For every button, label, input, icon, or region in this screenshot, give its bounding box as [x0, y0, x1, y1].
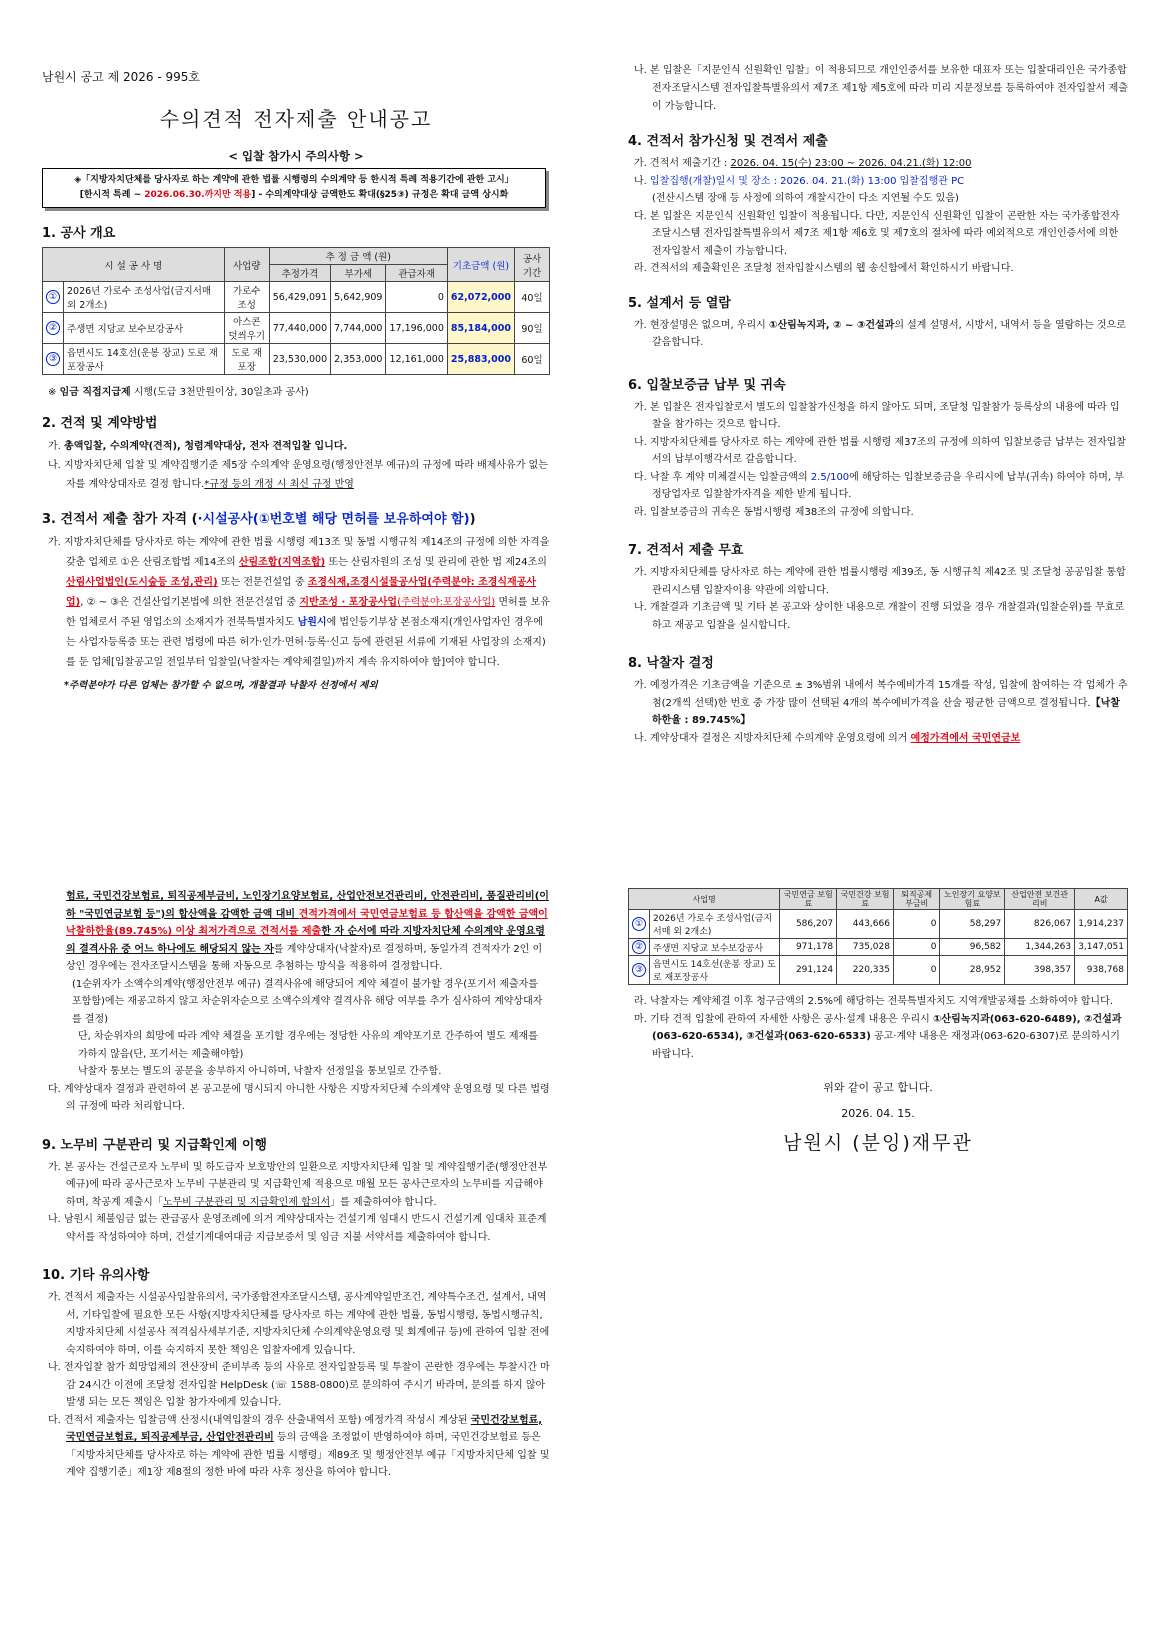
- table-row: ② 주생면 지당교 보수보강공사 971,178 735,028 0 96,582 1,344,263 3,147,051: [629, 939, 1128, 956]
- sec6-ga: 가. 본 입찰은 전자입찰로서 별도의 입찰참가신청을 하지 않아도 되며, 조달청 입찰참가 등록상의 내용에 따라 입찰을 참가하는 것으로 합니다.: [634, 401, 1120, 430]
- sec6-na: 나. 지방자치단체를 당사자로 하는 계약에 관한 법률 시행령 제37조의 규정에 의하여 입찰보증금 납부는 전자입찰서의 납부이행각서로 갈음합니다.: [634, 436, 1126, 465]
- table-row: ② 주생면 지당교 보수보강공사 아스콘 덧씌우기 77,440,000 7,744,000 17,196,000 85,184,000 90일: [43, 313, 550, 344]
- section-4-title: 4. 견적서 참가신청 및 견적서 제출: [628, 134, 828, 149]
- th-vat: 부가세: [331, 265, 386, 282]
- section-3-title: 3. 견적서 제출 참가 자격 (·시설공사(①번호별 해당 면허를 보유하여야 함)): [42, 512, 476, 527]
- sec7-ga: 가. 지방자치단체를 당사자로 하는 계약에 관한 법률시행령 제39조, 동 시행규칙 제42조 및 조달청 공공입찰 통합관리시스템 입찰자이용 약관에 의합니다.: [634, 567, 1126, 596]
- sec8-continuation: 험료, 국민건강보험료, 퇴직공제부금비, 노인장기요양보험료, 산업안전보건관리비, 안전관리비, 품질관리비(이하 "국민연금보험 등")의 합산액을 감액한 금액 대비 견적가격에서 국민연금보험료 등 합산액을 감액한 금액이 낙찰하한율(89.745%) 이상 최저가격으로 견적서를 제출한 자 순서에 따라 지방자치단체 수의계약 운영요령의 결격사유 중 어느 하나에도 해당되지 않는 자를 계약상대자(낙찰자)로 결정하며, 동일가격 견적자가 2인 이상인 경우에는 전자조달시스템을 통해 자동으로 추첨하는 방식을 적용하여 결정합니다.: [66, 891, 549, 972]
- sec4-da: 다. 본 입찰은 지문인식 신원확인 입찰이 적용됩니다. 다만, 지문인식 신원확인 입찰이 곤란한 자는 국가종합전자조달시스템 전자입찰특별유의서 제7조 제1항 제6호 및 제7호의 절차에 따라 예외적으로 개인인증서에 의한 전자입찰서 제출이 가능합니다.: [634, 210, 1120, 257]
- caution-line-1: ◈「지방자치단체를 당사자로 하는 계약에 관한 법률 시행령의 수의계약 등 한시적 특례 적용기간에 관한 고시」: [74, 175, 514, 185]
- sec2-ga: 가. 총액입찰, 수의계약(견적), 청렴계약대상, 전자 견적입찰 입니다.: [48, 441, 348, 452]
- th-qty: 사업량: [224, 248, 269, 282]
- sec2-na: 나. 지방자치단체 입찰 및 계약집행기준 제5장 수의계약 운영요령(행정안전부 예규)의 규정에 따라 배제사유가 없는 자를 계약상대자로 결정 합니다.*규정 등의 개정 시 최신 규정 반영: [48, 460, 548, 490]
- th-est-price: 추정가격: [269, 265, 330, 282]
- th-name: 시 설 공 사 명: [43, 248, 225, 282]
- lower-ma: 마. 기타 견적 입찰에 관하여 자세한 사항은 공사·설계 내용은 우리시 ①산림녹지과(063-620-6489), ②건설과(063-620-6534), ③건설과(063-620-6533) 공고·계약 내용은 재정과(063-620-6307)로 문의하시기 바랍니다.: [634, 1013, 1122, 1060]
- right-column-top: [628, 62, 1128, 747]
- th-base: 기초금액 (원): [447, 248, 514, 282]
- caution-line-2: [한시적 특례 ~ 2026.06.30.까지만 적용] - 수의계약대상 금액한도 확대(§25③) 규정은 확대 금액 상시화: [79, 190, 509, 200]
- sec7-na: 나. 개찰결과 기초금액 및 기타 본 공고와 상이한 내용으로 개찰이 진행 되었을 경우 개찰결과(입찰순위)를 무효로 하고 재공고 입찰을 실시합니다.: [634, 602, 1125, 631]
- sec8-ga: 가. 예정가격은 기초금액을 기준으로 ± 3%범위 내에서 복수예비가격 15개를 작성, 입찰에 참여하는 각 업체가 추첨(2개씩 선택)한 번호 중 가장 많이 선택된 4개의 복수예비가격을 산술 평균한 금액으로 결정됩니다.【낙찰하한율 : 89.745%】: [634, 680, 1128, 726]
- section-9-title: 9. 노무비 구분관리 및 지급확인제 이행: [42, 1137, 267, 1153]
- sec8-cont4: (1순위자가 소액수의계약(행정안전부 예규) 결격사유에 해당되어 계약 체결이 불가할 경우(포기서 제출자를 포함함)에는 재공고하지 않고 차순위자순으로 소액수의계약 결격사유 해당 여부를 추가 심사하여 계약상대자를 결정): [72, 978, 543, 1025]
- caution-box: [42, 168, 546, 208]
- table-row: ③ 읍면시도 14호선(운봉 장교) 도로 재포장공사 291,124 220,335 0 28,952 398,357 938,768: [629, 956, 1128, 985]
- sec10-ga: 가. 견적서 제출자는 시설공사입찰유의서, 국가종합전자조달시스템, 공사계약일반조건, 계약특수조건, 설계서, 내역서, 기타입찰에 필요한 모든 사항(지방자치단체를 당사자로 하는 계약에 관한 법률, 동법시행령, 동법시행규칙, 지방자치단체 시설공사 적격심사세부기준, 지방자치단체 수의계약운영요령 및 회계예규 등)에 관하여 입찰 전에 숙지하여야 하며, 이를 숙지하지 못한 책임은 입찰자에게 있습니다.: [48, 1292, 550, 1356]
- wage-note: ※ 임금 직접지급제 시행(도급 3천만원이상, 30일초과 공사): [48, 387, 309, 398]
- caution-title: < 입찰 참가시 주의사항 >: [228, 149, 364, 163]
- section-8-title: 8. 낙찰자 결정: [628, 656, 714, 671]
- sec8-cont6: 낙찰자 통보는 별도의 공문을 송부하지 아니하며, 낙찰자 선정일을 통보일로 간주함.: [78, 1066, 442, 1077]
- top-na: 나. 본 입찰은「지문인식 신원확인 입찰」이 적용되므로 개인인증서를 보유한 대표자 또는 입찰대리인은 국가종합전자조달시스템 전자입찰특별유의서 제7조 제1항 제5호에 따라 미리 지문정보를 등록하여야 전자입찰서 제출이 가능합니다.: [634, 65, 1128, 112]
- sec5-ga: 가. 현장설명은 없으며, 우리시 ①산림녹지과, ② ~ ③건설과의 설계 설명서, 시방서, 내역서 등을 열람하는 것으로 갈음합니다.: [634, 319, 1126, 348]
- issuing-organization: 남원시 (분잉)재무관: [783, 1132, 973, 1154]
- section-5-title: 5. 설계서 등 열람: [628, 295, 731, 311]
- right-column-bottom: [628, 888, 1128, 1155]
- insurance-table: 사업명 국민연금 보험료 국민건강 보험료 퇴직공제 부금비 노인장기 요양보험료 산업안전 보건관리비 A값 ① 2026년 가로수 조성사업(금지서매 외 2개소) 586,207 443,666 0 58,297 826,067 1,914,237 ② 주생면 지당교 보수보강공사 971,178 735,028 0 96,582 1,344,263 3,147,051 ③ 읍면시도 14호선(운봉 장교) 도로 재포장공사 291,124 220,335 0 28,952 398,357 938,768: [628, 888, 1128, 985]
- sec9-na: 나. 남원시 체불임금 없는 관급공사 운영조례에 의거 계약상대자는 건설기계 임대시 반드시 건설기계 임대차 표준계약서를 작성하여야 하며, 건설기계대여대금 지급보증서 및 임금 지불 서약서를 제출하여야 합니다.: [48, 1214, 547, 1243]
- sec4-na-sub: (전산시스템 장애 등 사정에 의하여 개찰시간이 다소 지연될 수도 있음): [652, 193, 959, 204]
- section-7-title: 7. 견적서 제출 무효: [628, 543, 744, 558]
- table-row: ① 2026년 가로수 조성사업(금지서매 외 2개소) 가로수 조성 56,429,091 5,642,909 0 62,072,000 40일: [43, 282, 550, 313]
- sec6-da: 다. 낙찰 후 계약 미체결시는 입찰금액의 2.5/100에 해당하는 입찰보증금을 우리시에 납부(귀속) 하여야 하며, 부정당업자로 입찰참가자격을 제한 받게 됩니다.: [634, 471, 1124, 500]
- document-title: 수의견적 전자제출 안내공고: [159, 107, 433, 131]
- sec8-na: 나. 계약상대자 결정은 지방자치단체 수의계약 운영요령에 의거 예정가격에서 국민연금보: [634, 732, 1021, 744]
- left-column-bottom: [42, 888, 550, 1482]
- sec3-italic-note: *주력분야가 다른 업체는 참가할 수 없으며, 개찰결과 낙찰자 선정에서 제외: [64, 680, 378, 691]
- sec8-cont5: 단, 차순위자의 희망에 따라 계약 체결을 포기할 경우에는 정당한 사유의 계약포기로 간주하여 별도 제재를 가하지 않음(단, 포기서는 제출해야함): [78, 1031, 538, 1060]
- sec3-ga: 가. 지방자치단체를 당사자로 하는 계약에 관한 법률 시행령 제13조 및 동법 시행규칙 제14조의 규정에 의한 자격을 갖춘 업체로 ①은 산림조합법 제14조의 산림조합(지역조합) 또는 산림자원의 조성 및 관리에 관한 법 제24조의 산림사업법인(도시숲등 조성,관리) 또는 전문건설업 중 조경식재,조경시설물공사업(주력분야: 조경식재공사업), ② ~ ③은 건설산업기본법에 의한 전문건설업 중 지반조성 · 포장공사업(주력분야:포장공사업) 면허를 보유한 업체로서 주된 영업소의 소재지가 전북특별자치도 남원시에 법인등기부상 본점소재지(개인사업자인 경우에는 사업자등록증 또는 관련 법령에 따른 허가·인가·면허·등록·신고 등에 관련된 서류에 기재된 사업장의 소재지)를 둔 업체[입찰공고일 전일부터 입찰일(낙찰자는 계약체결일)까지 계속 유지하여야 함]여야 합니다.: [48, 537, 550, 668]
- section-10-title: 10. 기타 유의사항: [42, 1268, 150, 1283]
- notice-date: 2026. 04. 15.: [841, 1107, 915, 1120]
- th-est: 추 정 금 액 (원): [269, 248, 447, 265]
- project-overview-table: [42, 247, 550, 375]
- sec9-ga: 가. 본 공사는 건설근로자 노무비 및 하도급자 보호방안의 일환으로 지방자치단체 입찰 및 계약집행기준(행정안전부 예규)에 따라 공사근로자 노무비 구분관리 및 지급확인제 적용으로 매월 모든 공사근로자의 노무비를 지급해야 하며, 착공계 제출시「노무비 구분관리 및 지급확인제 합의서」를 제출하여야 합니다.: [48, 1161, 548, 1208]
- notice-number: 남원시 공고 제 2026 - 995호: [42, 70, 200, 84]
- section-2-title: 2. 견적 및 계약방법: [42, 416, 158, 431]
- table-row: ① 2026년 가로수 조성사업(금지서매 외 2개소) 586,207 443,666 0 58,297 826,067 1,914,237: [629, 910, 1128, 939]
- section-1-title: 1. 공사 개요: [42, 226, 116, 241]
- closing-statement: 위와 같이 공고 합니다.: [823, 1081, 933, 1094]
- sec6-ra: 라. 입찰보증금의 귀속은 동법시행령 제38조의 규정에 의합니다.: [634, 506, 914, 518]
- sec10-na: 나. 전자입찰 참가 희망업체의 전산장비 준비부족 등의 사유로 전자입찰등록 및 투찰이 곤란한 경우에는 투찰시간 마감 24시간 이전에 조달청 전자입찰 HelpDesk (☏ 1588-0800)로 문의하여 주시기 바라며, 문의를 하지 않아 발생 되는 모든 책임은 입찰 참가자에게 있습니다.: [48, 1362, 550, 1408]
- sec10-da: 다. 견적서 제출자는 입찰금액 산정시(내역입찰의 경우 산출내역서 포함) 예정가격 작성시 계상된 국민건강보험료, 국민연금보험료, 퇴직공제부금, 산업안전관리비 등의 금액을 조정없이 반영하여야 하며, 국민건강보험료 등은「지방자치단체를 당사자로 하는 계약에 관한 법률 시행령」제89조 및 행정안전부 예규「지방자치단체 입찰 및 계약 집행기준」제1장 제8절의 정한 바에 따라 사후 정산을 하여야 합니다.: [48, 1414, 550, 1478]
- left-column-top: [42, 62, 550, 691]
- sec4-na: 나. 입찰집행(개찰)일시 및 장소 : 2026. 04. 21.(화) 13:00 입찰집행관 PC: [634, 175, 965, 187]
- section-6-title: 6. 입찰보증금 납부 및 귀속: [628, 377, 786, 393]
- sec4-ga: 가. 견적서 제출기간 : 2026. 04. 15(수) 23:00 ~ 2026. 04.21.(화) 12:00: [634, 158, 972, 169]
- sec4-ra: 라. 견적서의 제출확인은 조달청 전자입찰시스템의 웹 송신함에서 확인하시기 바랍니다.: [634, 263, 1014, 274]
- sec8-da: 다. 계약상대자 결정과 관련하여 본 공고문에 명시되지 아니한 사항은 지방자치단체 수의계약 운영요령 및 다른 법령의 규정에 따라 처리합니다.: [48, 1083, 550, 1112]
- th-period: 공사 기간: [515, 248, 550, 282]
- lower-ra: 라. 낙찰자는 계약체결 이후 청구금액의 2.5%에 해당하는 전북특별자치도 지역개발공채를 소화하여야 합니다.: [634, 996, 1113, 1007]
- th-material: 관급자재: [386, 265, 447, 282]
- table-row: ③ 읍면시도 14호선(운봉 장교) 도로 재포장공사 도로 재포장 23,530,000 2,353,000 12,161,000 25,883,000 60일: [43, 344, 550, 375]
